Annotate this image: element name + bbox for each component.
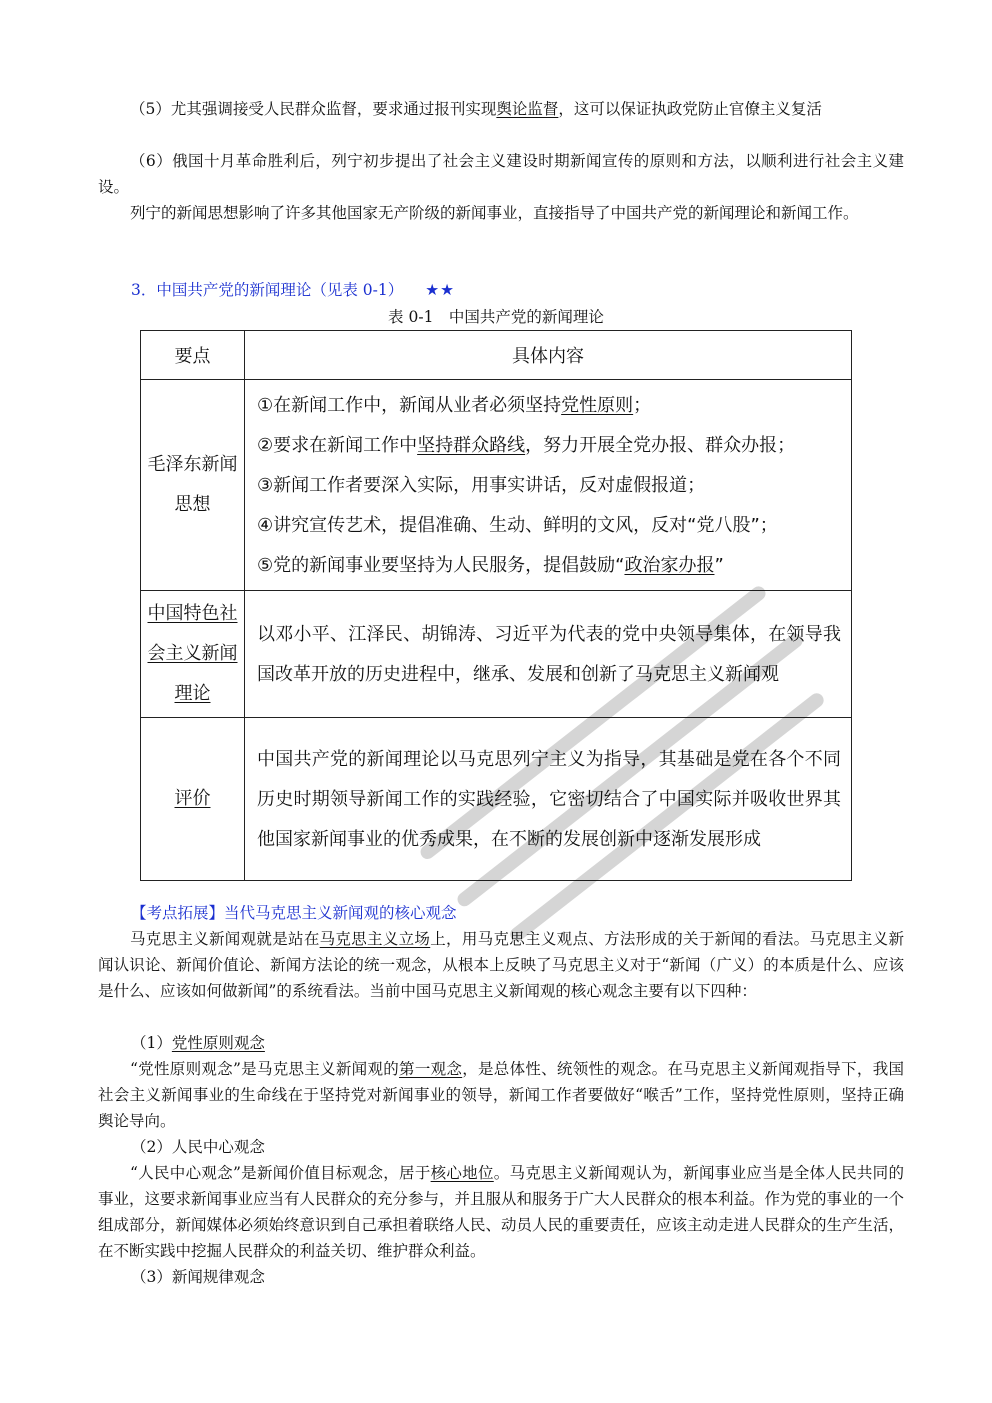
content-line: ⑤党的新闻事业要坚持为人民服务，提倡鼓励“政治家办报”	[257, 555, 724, 576]
paragraph-marxist-view: 马克思主义新闻观就是站在马克思主义立场上，用马克思主义观点、方法形成的关于新闻的看法。马克思主义新闻认识论、新闻价值论、新闻方法论的统一观念，从根本上反映了马克思主义对于“新闻（广义）的本质是什么、应该是什么、应该如何做新闻”的系统看法。当前中国马克思主义新闻观的核心观念主要有以下四种：	[98, 930, 904, 1000]
content-line: ④讲究宣传艺术，提倡准确、生动、鲜明的文风，反对“党八股”；	[257, 515, 778, 536]
underlined-term: 党性原则	[561, 395, 634, 416]
underlined-term: 政治家办报	[624, 555, 715, 576]
underlined-term: 舆论监督	[496, 100, 559, 118]
importance-stars: ★★	[425, 281, 456, 299]
subheading-1: （1）党性原则观念	[131, 1034, 265, 1052]
section-heading: 3．中国共产党的新闻理论（见表 0-1） ★★	[131, 281, 456, 299]
paragraph-people-centered: “人民中心观念”是新闻价值目标观念，居于核心地位。马克思主义新闻观认为，新闻事业应当是全体人民共同的事业，这要求新闻事业应当有人民群众的充分参与，并且服从和服务于广大人民群众的根本利益。作为党的事业的一个组成部分，新闻媒体必须始终意识到自己承担着联络人民、动员人民的重要责任，应该主动走进人民群众的生产生活，在不断实践中挖掘人民群众的利益关切、维护群众利益。	[98, 1164, 905, 1260]
table-content-cell	[245, 380, 852, 591]
table-caption: 表 0-1 中国共产党的新闻理论	[388, 308, 604, 326]
table-content-cell: 以邓小平、江泽民、胡锦涛、习近平为代表的党中央领导集体，在领导我国改革开放的历史进程中，继承、发展和创新了马克思主义新闻观	[245, 591, 852, 718]
underlined-term: 党性原则观念	[171, 1034, 265, 1052]
table-header-row	[141, 331, 852, 380]
paragraph-lenin-5: （5）尤其强调接受人民群众监督，要求通过报刊实现舆论监督，这可以保证执政党防止官僚主义复活	[130, 100, 822, 118]
table-row	[141, 718, 852, 881]
underlined-term: 核心地位	[430, 1164, 494, 1182]
paragraph-lenin-6: （6）俄国十月革命胜利后，列宁初步提出了社会主义建设时期新闻宣传的原则和方法，以顺利进行社会主义建设。	[98, 152, 904, 196]
underlined-term: 坚持群众路线	[417, 435, 526, 456]
table-content-cell: 中国共产党的新闻理论以马克思列宁主义为指导，其基础是党在各个不同历史时期领导新闻工作的实践经验，它密切结合了中国实际并吸收世界其他国家新闻事业的优秀成果，在不断的发展创新中逐渐发展形成	[245, 718, 852, 881]
expansion-title: 【考点拓展】当代马克思主义新闻观的核心观念	[131, 904, 457, 922]
table-key-cell: 中国特色社会主义新闻理论	[141, 591, 245, 718]
content-line: ①在新闻工作中，新闻从业者必须坚持党性原则；	[257, 395, 652, 416]
table-key-cell: 毛泽东新闻思想	[141, 380, 245, 591]
paragraph-party-principle: “党性原则观念”是马克思主义新闻观的第一观念，是总体性、统领性的观念。在马克思主义新闻观指导下，我国社会主义新闻事业的生命线在于坚持党对新闻事业的领导，新闻工作者要做好“喉舌”工作，坚持党性原则，坚持正确舆论导向。	[98, 1060, 904, 1130]
table-header-cell: 具体内容	[245, 331, 852, 380]
subheading-2: （2）人民中心观念	[131, 1138, 265, 1156]
content-line: ②要求在新闻工作中坚持群众路线，努力开展全党办报、群众办报；	[257, 435, 796, 456]
table-key-cell: 评价	[141, 718, 245, 881]
paragraph-lenin-summary: 列宁的新闻思想影响了许多其他国家无产阶级的新闻事业，直接指导了中国共产党的新闻理论和新闻工作。	[130, 204, 859, 222]
table-row	[141, 380, 852, 591]
table-row	[141, 591, 852, 718]
underlined-term: 马克思主义立场	[319, 930, 431, 948]
subheading-3: （3）新闻规律观念	[131, 1268, 265, 1286]
content-line: ③新闻工作者要深入实际，用事实讲话，反对虚假报道；	[257, 475, 706, 496]
underlined-term: 第一观念	[399, 1060, 463, 1078]
table-header-cell: 要点	[141, 331, 245, 380]
theory-table	[140, 330, 852, 881]
